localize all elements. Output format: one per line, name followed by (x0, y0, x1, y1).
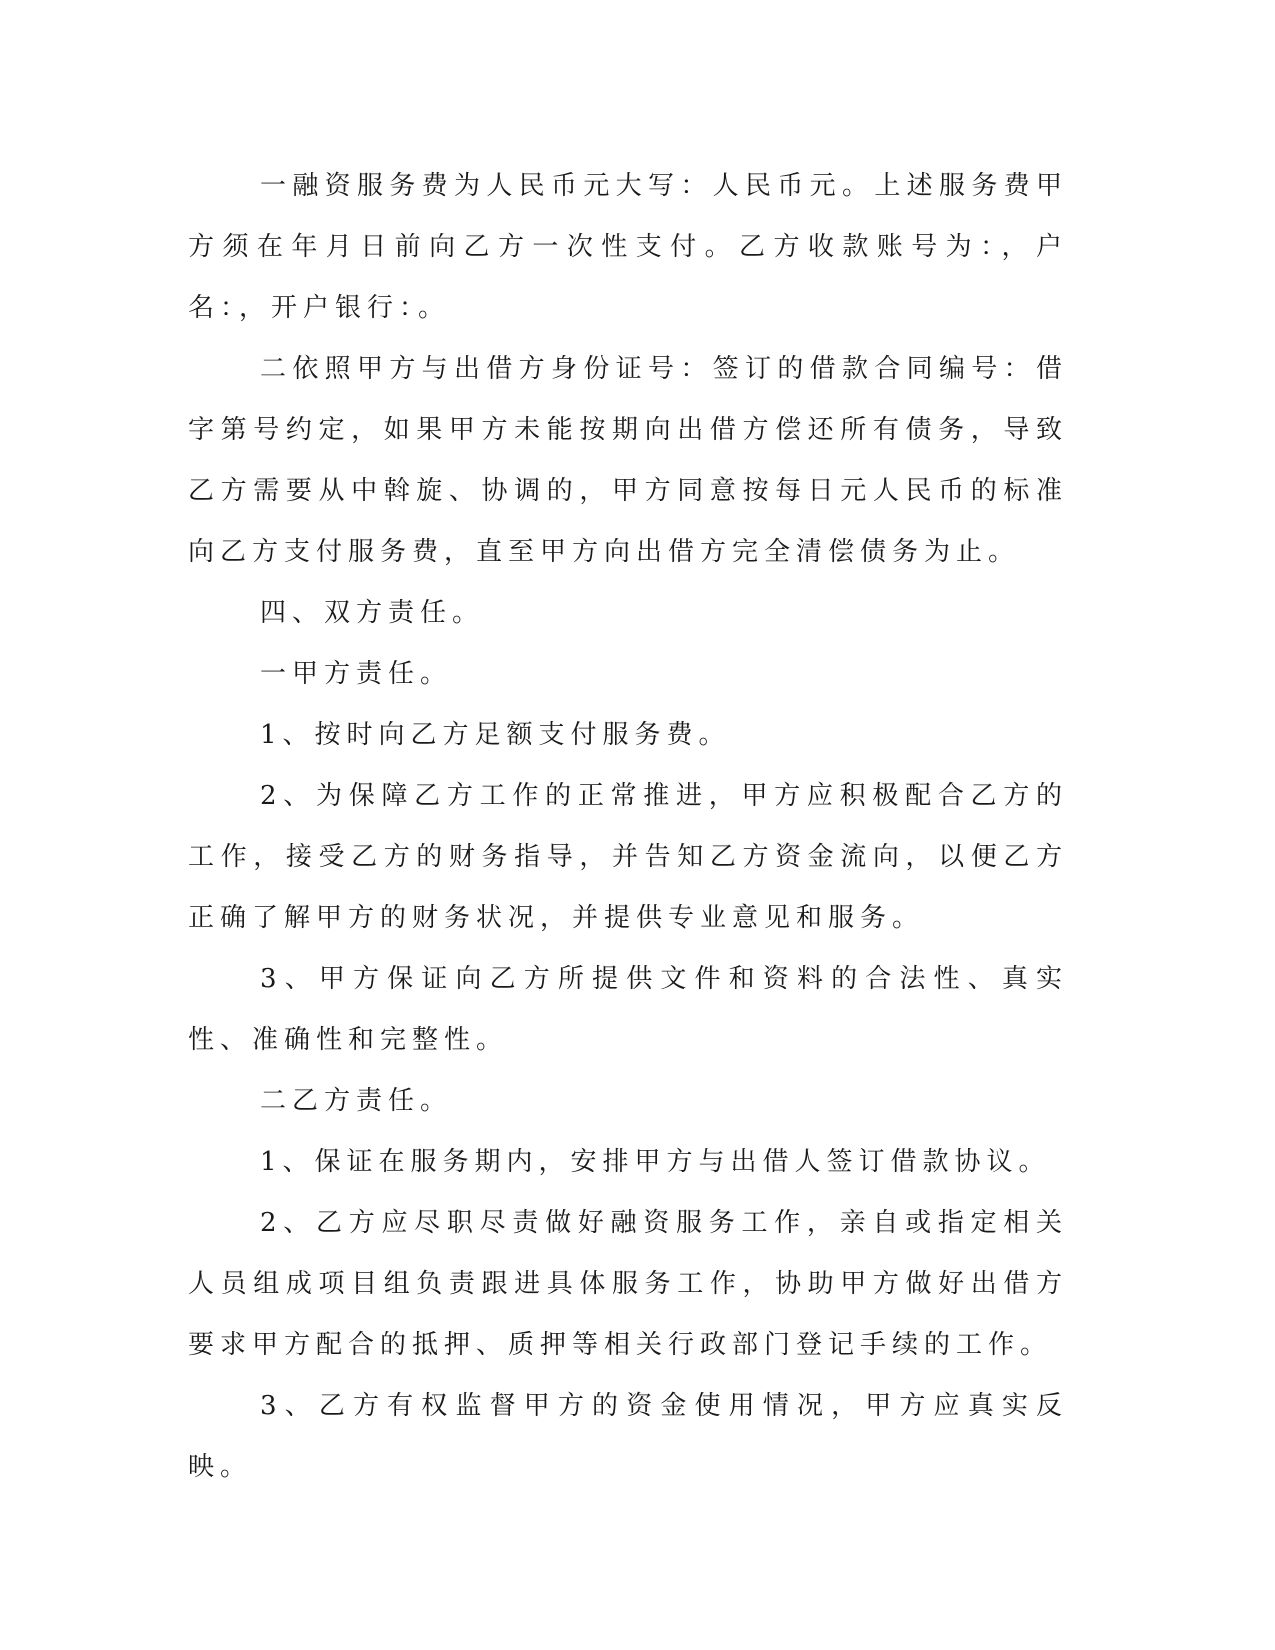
party-a-item-3: 3、甲方保证向乙方所提供文件和资料的合法性、真实性、准确性和完整性。 (188, 964, 1068, 1055)
party-b-item-2: 2、乙方应尽职尽责做好融资服务工作，亲自或指定相关人员组成项目组负责跟进具体服务工作，协助甲方做好出借方要求甲方配合的抵押、质押等相关行政部门登记手续的工作。 (188, 1208, 1068, 1360)
paragraph-mediation-fee: 二依照甲方与出借方身份证号：签订的借款合同编号：借字第号约定，如果甲方未能按期向出借方偿还所有债务，导致乙方需要从中斡旋、协调的，甲方同意按每日元人民币的标准向乙方支付服务费，直至甲方向出借方完全清偿债务为止。 (188, 354, 1068, 567)
party-a-item-2: 2、为保障乙方工作的正常推进，甲方应积极配合乙方的工作，接受乙方的财务指导，并告知乙方资金流向，以便乙方正确了解甲方的财务状况，并提供专业意见和服务。 (188, 781, 1068, 933)
heading-party-a-responsibilities: 一甲方责任。 (260, 659, 453, 689)
paragraph-service-fee: 一融资服务费为人民币元大写：人民币元。上述服务费甲方须在年月日前向乙方一次性支付。乙方收款账号为：，户名：，开户银行：。 (188, 171, 1068, 323)
heading-party-b-responsibilities: 二乙方责任。 (260, 1086, 453, 1116)
document-body (188, 156, 1068, 1498)
party-b-item-1: 1、保证在服务期内，安排甲方与出借人签订借款协议。 (260, 1147, 1051, 1177)
heading-mutual-responsibilities: 四、双方责任。 (260, 598, 485, 628)
party-b-item-3: 3、乙方有权监督甲方的资金使用情况，甲方应真实反映。 (188, 1391, 1068, 1482)
party-a-item-1: 1、按时向乙方足额支付服务费。 (260, 720, 731, 750)
